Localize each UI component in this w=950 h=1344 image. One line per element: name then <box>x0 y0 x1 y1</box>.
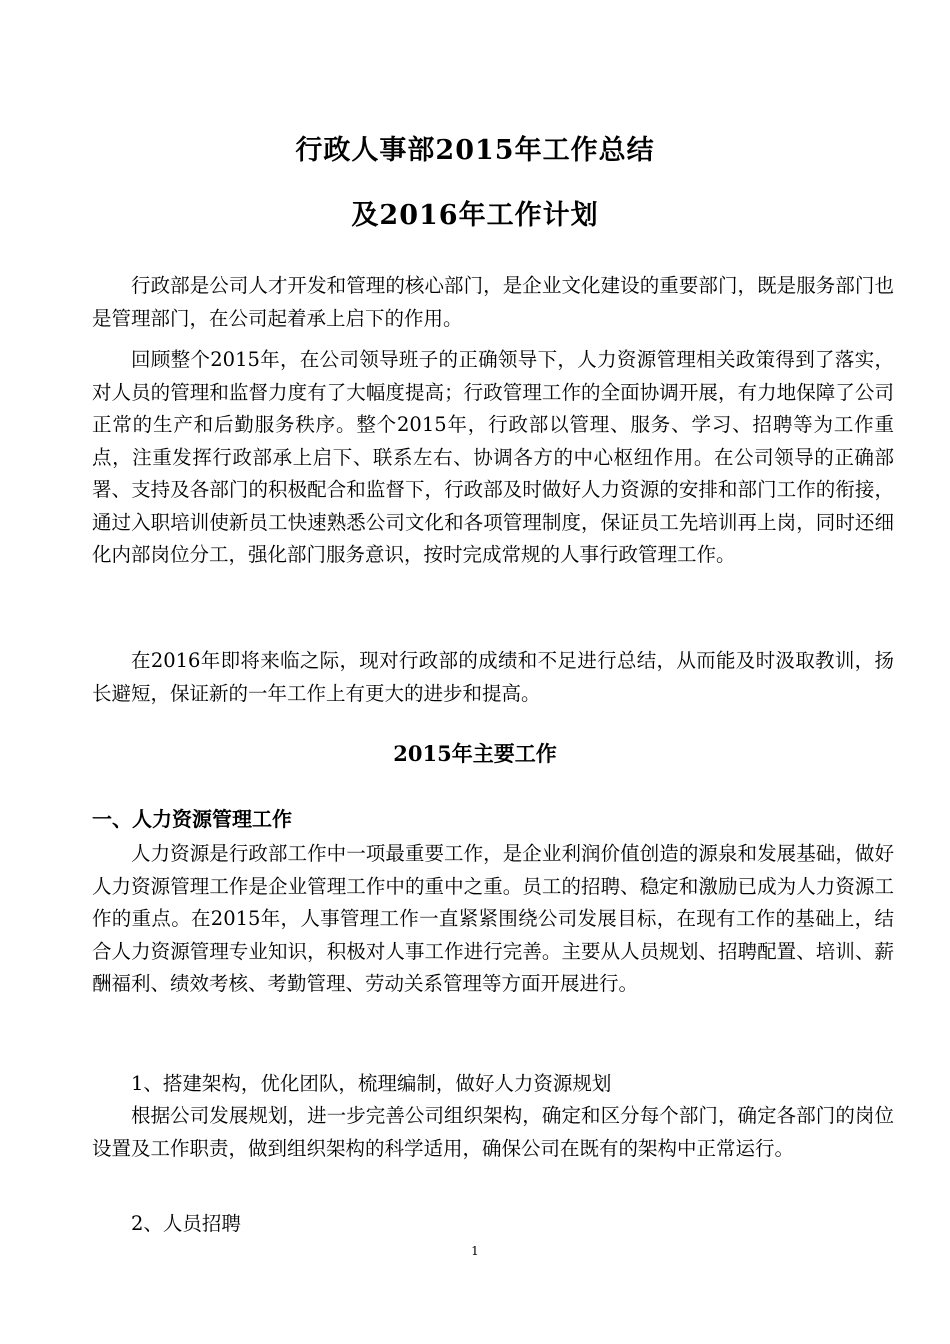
section1-heading: 一、人力资源管理工作 <box>92 807 292 831</box>
section1-paragraph: 人力资源是行政部工作中一项最重要工作，是企业利润价值创造的源泉和发展基础，做好人力资源管理工作是企业管理工作中的重中之重。员工的招聘、稳定和激励已成为人力资源工作的重点。在2015年，人事管理工作一直紧紧围绕公司发展目标，在现有工作的基础上，结合人力资源管理专业知识，积极对人事工作进行完善。主要从人员规划、招聘配置、培训、薪酬福利、绩效考核、考勤管理、劳动关系管理等方面开展进行。 <box>92 842 894 995</box>
document-title-line2: 及2016年工作计划 <box>351 200 599 231</box>
item1-paragraph: 根据公司发展规划，进一步完善公司组织架构，确定和区分每个部门，确定各部门的岗位设置及工作职责，做到组织架构的科学适用，确保公司在既有的架构中正常运行。 <box>92 1104 894 1160</box>
intro-paragraph-2: 回顾整个2015年，在公司领导班子的正确领导下，人力资源管理相关政策得到了落实，对人员的管理和监督力度有了大幅度提高；行政管理工作的全面协调开展，有力地保障了公司正常的生产和后勤服务秩序。整个2015年，行政部以管理、服务、学习、招聘等为工作重点，注重发挥行政部承上启下、联系左右、协调各方的中心枢纽作用。在公司领导的正确部署、支持及各部门的积极配合和监督下，行政部及时做好人力资源的安排和部门工作的衔接，通过入职培训使新员工快速熟悉公司文化和各项管理制度，保证员工先培训再上岗，同时还细化内部岗位分工，强化部门服务意识，按时完成常规的人事行政管理工作。 <box>92 348 894 566</box>
item1-title: 1、搭建架构，优化团队，梳理编制，做好人力资源规划 <box>131 1072 612 1095</box>
item2-title: 2、人员招聘 <box>131 1212 241 1235</box>
intro-paragraph-1: 行政部是公司人才开发和管理的核心部门，是企业文化建设的重要部门，既是服务部门也是管理部门，在公司起着承上启下的作用。 <box>92 274 894 330</box>
page-number: 1 <box>471 1244 479 1258</box>
intro-paragraph-3: 在2016年即将来临之际，现对行政部的成绩和不足进行总结，从而能及时汲取教训，扬长避短，保证新的一年工作上有更大的进步和提高。 <box>92 649 894 705</box>
document-title-line1: 行政人事部2015年工作总结 <box>295 135 655 166</box>
section-title: 2015年主要工作 <box>393 741 557 766</box>
